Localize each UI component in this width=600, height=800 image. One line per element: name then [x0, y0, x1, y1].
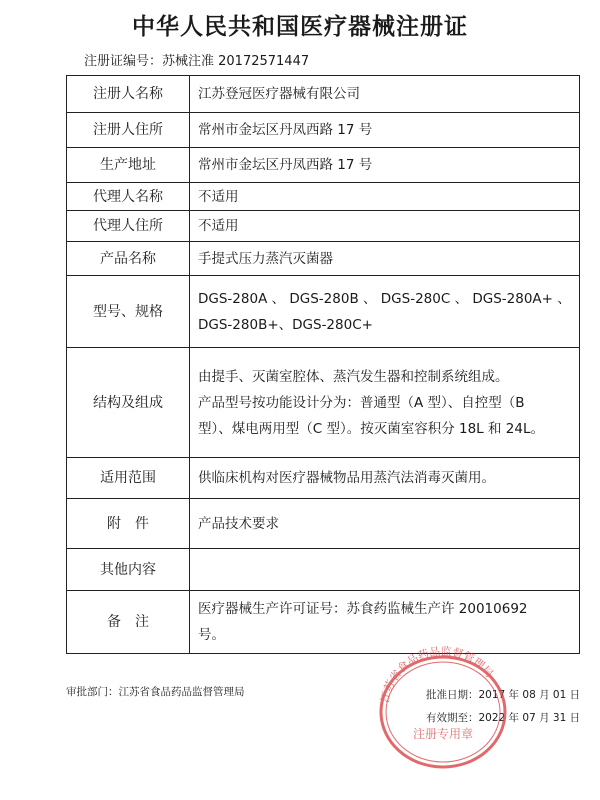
official-seal-stamp — [368, 640, 518, 770]
structure-line: 型）、煤电两用型（C 型）。按灭菌室容积分 18L 和 24L。 — [198, 420, 544, 437]
structure-value — [190, 348, 580, 458]
structure-line: 产品型号按功能设计分为：普通型（A 型）、自控型（B — [198, 394, 525, 411]
certificate-number: 注册证编号：苏械注准 20172571447 — [84, 54, 310, 69]
agent-address-label: 代理人住所 — [67, 211, 190, 242]
agent-name-label: 代理人名称 — [67, 183, 190, 211]
table-row — [67, 549, 580, 591]
table-row — [67, 242, 580, 276]
registrant-address-value: 常州市金坛区丹凤西路 17 号 — [190, 113, 580, 148]
attachment-value: 产品技术要求 — [190, 499, 580, 549]
table-row — [67, 76, 580, 113]
models-label: 型号、规格 — [67, 276, 190, 348]
scope-label: 适用范围 — [67, 458, 190, 499]
registrant-address-label: 注册人住所 — [67, 113, 190, 148]
table-row — [67, 148, 580, 183]
registrant-name-label: 注册人名称 — [67, 76, 190, 113]
other-label: 其他内容 — [67, 549, 190, 591]
table-row — [67, 276, 580, 348]
structure-label: 结构及组成 — [67, 348, 190, 458]
seal-graphic — [368, 640, 518, 770]
table-row — [67, 458, 580, 499]
models-line: DGS-280A 、 DGS-280B 、 DGS-280C 、 DGS-280A+ 、 — [198, 290, 571, 307]
registrant-name-value: 江苏登冠医疗器械有限公司 — [190, 76, 580, 113]
production-address-value: 常州市金坛区丹凤西路 17 号 — [190, 148, 580, 183]
scope-value: 供临床机构对医疗器械物品用蒸汽法消毒灭菌用。 — [190, 458, 580, 499]
product-name-value: 手提式压力蒸汽灭菌器 — [190, 242, 580, 276]
other-value — [190, 549, 580, 591]
models-value — [190, 276, 580, 348]
approval-date: 批准日期：2017 年 08 月 01 日 — [426, 689, 581, 701]
expiry-date: 有效期至：2022 年 07 月 31 日 — [426, 712, 581, 724]
remarks-line: 医疗器械生产许可证号：苏食药监械生产许 20010692 — [198, 601, 528, 617]
table-row — [67, 183, 580, 211]
agent-address-value: 不适用 — [190, 211, 580, 242]
remarks-line: 号。 — [198, 627, 225, 643]
attachment-label: 附 件 — [67, 499, 190, 549]
registration-table — [66, 75, 580, 654]
production-address-label: 生产地址 — [67, 148, 190, 183]
table-row — [67, 113, 580, 148]
seal-arc-text: 江苏省食品药品监督管理局 — [378, 644, 496, 704]
table-row — [67, 348, 580, 458]
seal-center-text: 注册专用章 — [412, 727, 474, 741]
table-row — [67, 211, 580, 242]
seal-inner-ring — [386, 662, 500, 762]
product-name-label: 产品名称 — [67, 242, 190, 276]
table-row — [67, 499, 580, 549]
page-title: 中华人民共和国医疗器械注册证 — [132, 13, 468, 40]
remarks-label: 备 注 — [67, 591, 190, 654]
structure-line: 由提手、灭菌室腔体、蒸汽发生器和控制系统组成。 — [198, 368, 509, 385]
approval-authority: 审批部门：江苏省食品药品监督管理局 — [66, 686, 245, 698]
models-line: DGS-280B+、DGS-280C+ — [198, 316, 373, 333]
agent-name-value: 不适用 — [190, 183, 580, 211]
